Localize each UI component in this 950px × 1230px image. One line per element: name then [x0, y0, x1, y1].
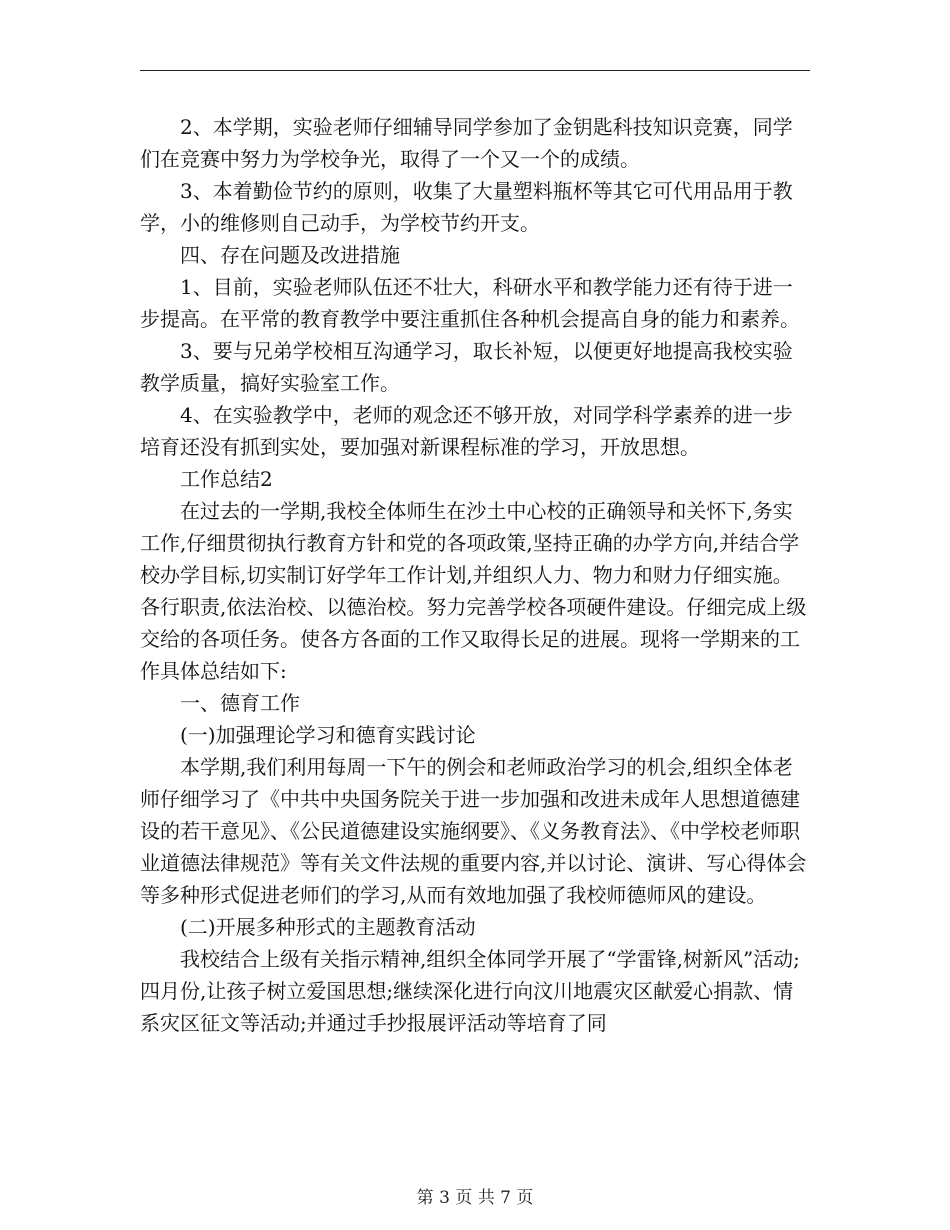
subsection-heading: (二)开展多种形式的主题教育活动 [180, 915, 476, 939]
paragraph: 本学期,我们利用每周一下午的例会和老师政治学习的机会,组织全体老师仔细学习了《中共中央国务院关于进一步加强和改进未成年人思想道德建设的若干意见》、《公民道德建设实施纲要》、《义务教育法》、《中学校老师职业道德法律规范》等有关文件法规的重要内容,并以讨论、演讲、写心得体会等多种形式促进老师们的学习,从而有效地加强了我校师德师风的建设。 [140, 755, 807, 907]
header-rule [140, 70, 810, 71]
section-heading: 一、德育工作 [180, 691, 300, 715]
paragraph: 我校结合上级有关指示精神,组织全体同学开展了“学雷锋,树新风”活动;四月份,让孩子树立爱国思想;继续深化进行向汶川地震灾区献爱心捐款、情系灾区征文等活动;并通过手抄报展评活动等培育了同 [140, 947, 800, 1035]
paragraph: 2、本学期，实验老师仔细辅导同学参加了金钥匙科技知识竞赛，同学们在竞赛中努力为学校争光，取得了一个又一个的成绩。 [140, 115, 793, 171]
paragraph: 3、要与兄弟学校相互沟通学习，取长补短，以便更好地提高我校实验教学质量，搞好实验室工作。 [140, 339, 793, 395]
paragraph: 在过去的一学期,我校全体师生在沙土中心校的正确领导和关怀下,务实工作,仔细贯彻执行教育方针和党的各项政策,坚持正确的办学方向,并结合学校办学目标,切实制订好学年工作计划,并组织人力、物力和财力仔细实施。各行职责,依法治校、以德治校。努力完善学校各项硬件建设。仔细完成上级交给的各项任务。使各方各面的工作又取得长足的进展。现将一学期来的工作具体总结如下: [140, 499, 807, 683]
document-body [140, 111, 810, 1039]
paragraph: 1、目前，实验老师队伍还不壮大，科研水平和教学能力还有待于进一步提高。在平常的教育教学中要注重抓住各种机会提高自身的能力和素养。 [140, 275, 800, 331]
section-heading: 四、存在问题及改进措施 [180, 243, 400, 267]
page-number: 第 3 页 共 7 页 [416, 1188, 534, 1208]
paragraph: 4、在实验教学中，老师的观念还不够开放，对同学科学素养的进一步培育还没有抓到实处，要加强对新课程标准的学习，开放思想。 [140, 403, 793, 459]
paragraph: 3、本着勤俭节约的原则，收集了大量塑料瓶杯等其它可代用品用于教学，小的维修则自己动手，为学校节约开支。 [140, 179, 793, 235]
section-heading: 工作总结2 [180, 467, 273, 491]
subsection-heading: (一)加强理论学习和德育实践讨论 [180, 723, 476, 747]
